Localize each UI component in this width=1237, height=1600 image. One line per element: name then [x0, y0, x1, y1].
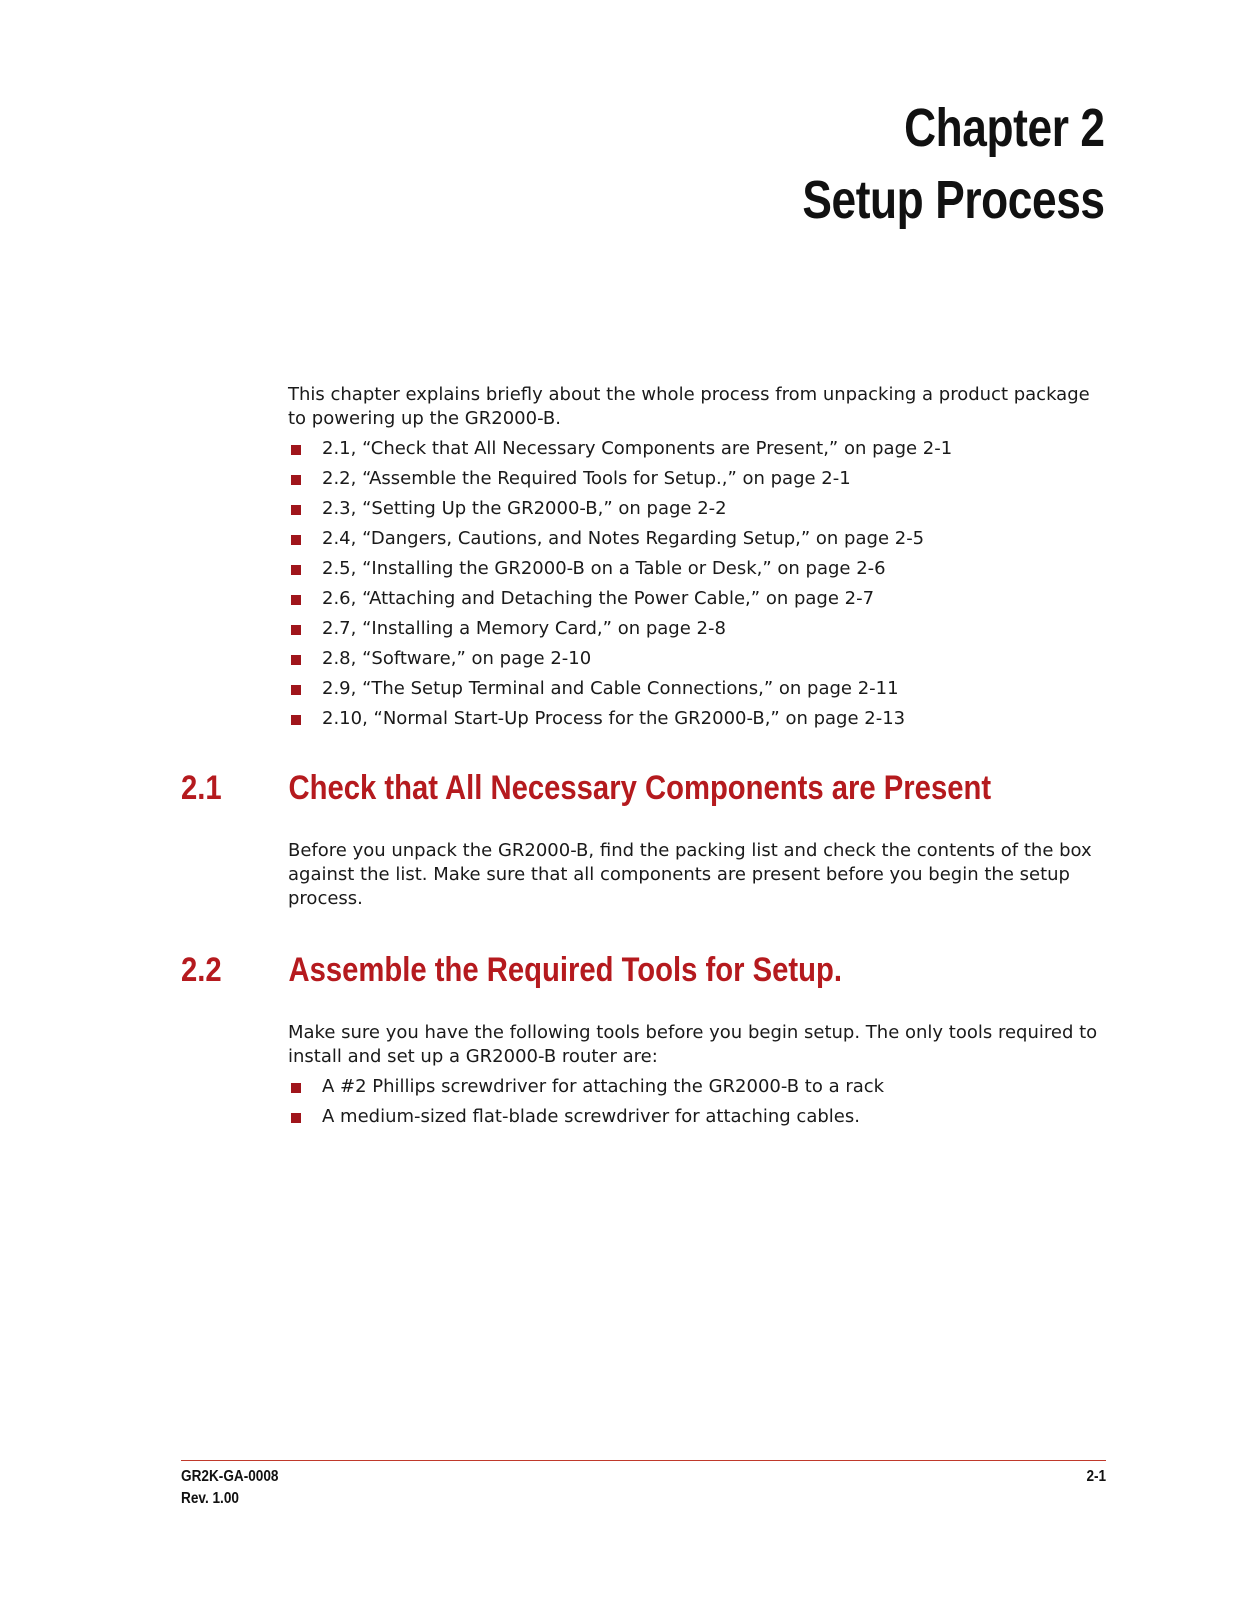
list-item-text: 2.2, “Assemble the Required Tools for Setup.,” on page 2-1 [322, 468, 851, 489]
square-bullet-icon [291, 1113, 301, 1123]
section-2-1-body [288, 839, 1108, 911]
section-title: Check that All Necessary Components are Present [288, 769, 992, 807]
section-heading-2-2 [181, 950, 842, 990]
list-item[interactable] [288, 677, 1108, 701]
section-paragraph: Before you unpack the GR2000-B, find the packing list and check the contents of the box against the list. Make sure that all components are present before you begin the setup process. [288, 840, 1092, 909]
section-paragraph: Make sure you have the following tools before you begin setup. The only tools required to install and set up a GR2000-B router are: [288, 1022, 1098, 1067]
list-item-text: 2.7, “Installing a Memory Card,” on page 2-8 [322, 618, 726, 639]
square-bullet-icon [291, 475, 301, 485]
document-id: GR2K-GA-0008 [181, 1468, 279, 1485]
intro-block [288, 383, 1108, 731]
section-heading-2-1 [181, 768, 991, 808]
list-item[interactable] [288, 467, 1108, 491]
square-bullet-icon [291, 685, 301, 695]
list-item-text: 2.6, “Attaching and Detaching the Power Cable,” on page 2-7 [322, 588, 875, 609]
square-bullet-icon [291, 505, 301, 515]
section-number: 2.1 [181, 769, 222, 807]
list-item-text: A #2 Phillips screwdriver for attaching the GR2000-B to a rack [322, 1076, 885, 1097]
list-item[interactable] [288, 497, 1108, 521]
square-bullet-icon [291, 1083, 301, 1093]
list-item-text: 2.10, “Normal Start-Up Process for the GR2000-B,” on page 2-13 [322, 708, 906, 729]
list-item[interactable] [288, 707, 1108, 731]
section-number: 2.2 [181, 951, 222, 989]
list-item-text: 2.4, “Dangers, Cautions, and Notes Regarding Setup,” on page 2-5 [322, 528, 925, 549]
chapter-title: Setup Process [802, 170, 1105, 230]
chapter-number: Chapter 2 [904, 98, 1105, 158]
list-item[interactable] [288, 437, 1108, 461]
list-item [288, 1105, 1108, 1129]
square-bullet-icon [291, 715, 301, 725]
section-title: Assemble the Required Tools for Setup. [288, 951, 842, 989]
square-bullet-icon [291, 625, 301, 635]
square-bullet-icon [291, 445, 301, 455]
list-item-text: 2.9, “The Setup Terminal and Cable Connections,” on page 2-11 [322, 678, 899, 699]
chapter-contents-list [288, 437, 1108, 731]
tools-list [288, 1075, 1108, 1129]
list-item[interactable] [288, 647, 1108, 671]
chapter-heading [803, 92, 1105, 236]
intro-paragraph: This chapter explains briefly about the whole process from unpacking a product package to powering up the GR2000-B. [288, 384, 1090, 429]
list-item-text: 2.8, “Software,” on page 2-10 [322, 648, 592, 669]
square-bullet-icon [291, 565, 301, 575]
list-item-text: 2.5, “Installing the GR2000-B on a Table or Desk,” on page 2-6 [322, 558, 886, 579]
footer-doc-info [181, 1466, 278, 1510]
list-item-text: 2.1, “Check that All Necessary Components are Present,” on page 2-1 [322, 438, 953, 459]
square-bullet-icon [291, 655, 301, 665]
list-item-text: 2.3, “Setting Up the GR2000-B,” on page 2-2 [322, 498, 727, 519]
square-bullet-icon [291, 595, 301, 605]
list-item[interactable] [288, 587, 1108, 611]
list-item[interactable] [288, 557, 1108, 581]
section-2-2-body [288, 1021, 1108, 1129]
list-item [288, 1075, 1108, 1099]
list-item-text: A medium-sized flat-blade screwdriver for attaching cables. [322, 1106, 860, 1127]
list-item[interactable] [288, 617, 1108, 641]
footer-divider [181, 1460, 1106, 1461]
revision: Rev. 1.00 [181, 1490, 239, 1507]
square-bullet-icon [291, 535, 301, 545]
page-number: 2-1 [1086, 1468, 1106, 1485]
list-item[interactable] [288, 527, 1108, 551]
